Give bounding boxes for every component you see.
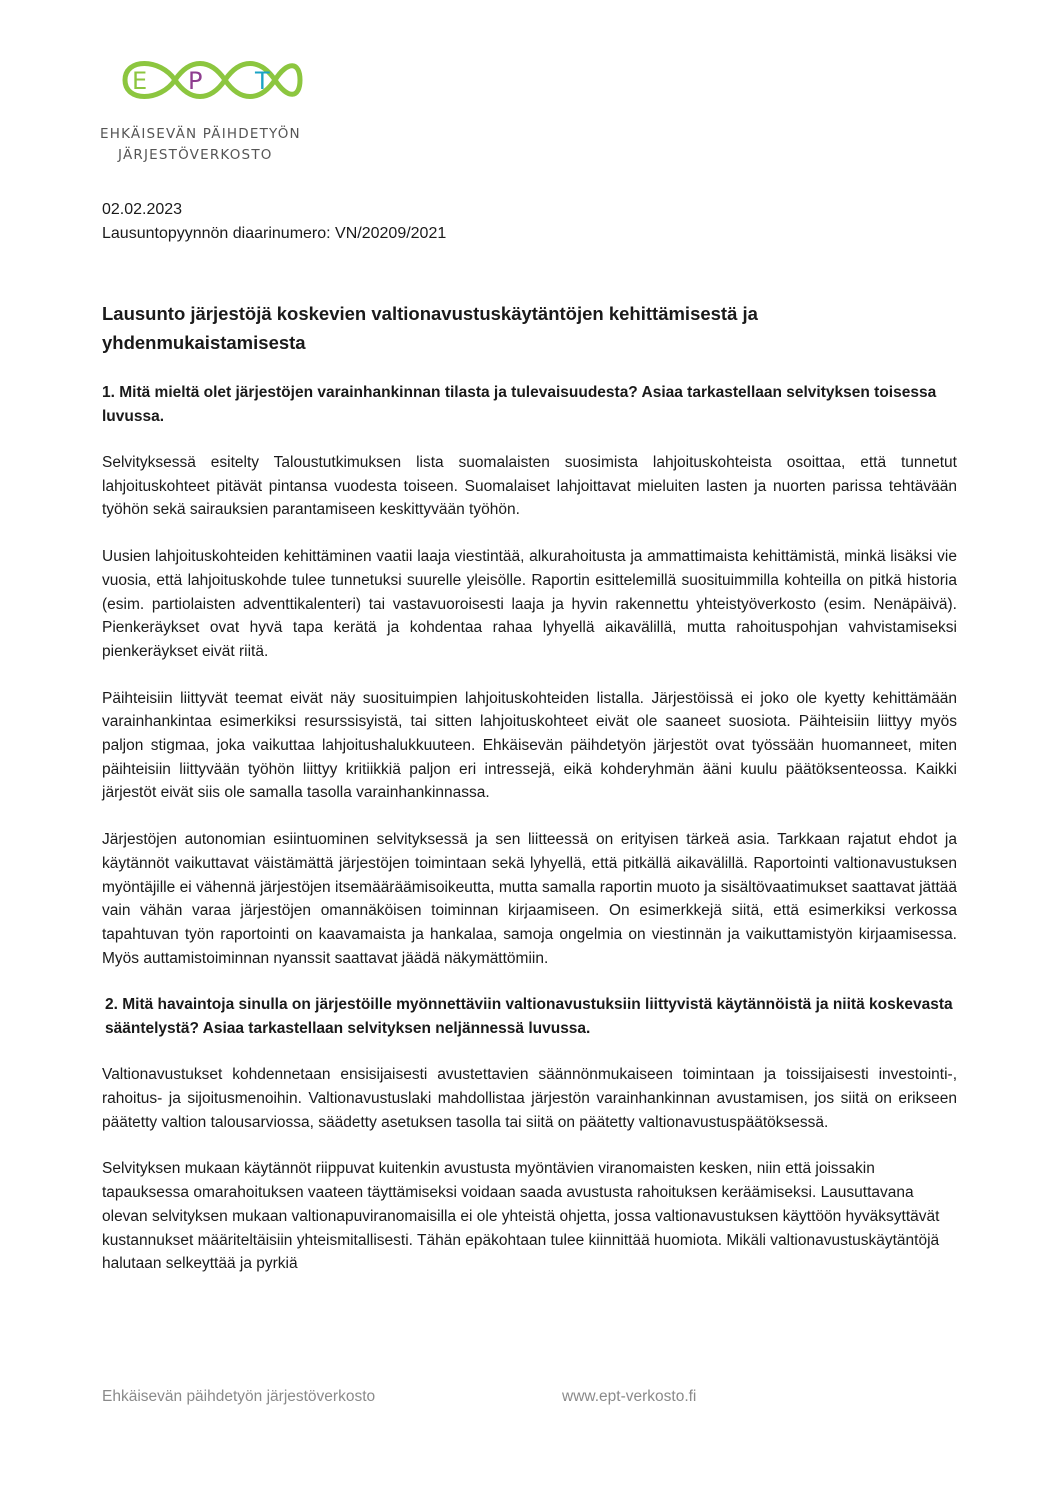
paragraph: Päihteisiin liittyvät teemat eivät näy suosituimpien lahjoituskohteiden listalla. Järjestöissä ei joko ole kyetty kehittämään varainhankintaa esimerkiksi resurssisyistä, tai sitten lahjoituskohteet eivät ole saaneet suosiota. Päihteisiin liittyy myös paljon stigmaa, joka vaikuttaa lahjoitushalukkuuteen. Ehkäisevän päihdetyön järjestöt ovat työssään huomanneet, miten päihteisiin liittyvään työhön liittyy kritiikkiä paljon eri intressejä, eikä kohderyhmän ääni kuulu päätöksenteossa. Kaikki järjestöt eivät siis ole samalla tasolla varainhankinnassa. [102,689,957,802]
question-1: 1. Mitä mieltä olet järjestöjen varainhankinnan tilasta ja tulevaisuudesta? Asiaa tarkastellaan selvityksen toisessa luvussa. [102,384,937,425]
document-body [102,198,957,1276]
paragraph: Uusien lahjoituskohteiden kehittäminen vaatii laaja viestintää, alkurahoitusta ja ammattimaista kehittämistä, minkä lisäksi vie vuosia, että lahjoituskohde tulee tunnetuksi suurelle yleisölle. Raportin esittelemillä suosituimmilla kohteilla on pitkä historia (esim. partiolaisten adventtikalenteri) tai vastavuoroisesti laaja ja hyvin rakennettu yhteistyöverkosto (esim. Nenäpäivä). Pienkeräykset ovat hyvä tapa kerätä ja kohdentaa rahaa lyhyellä aikavälillä, mutta rahoituspohjan vahvistamiseksi pienkeräykset eivät riitä. [102,548,957,660]
paragraph: Valtionavustukset kohdennetaan ensisijaisesti avustettavien säännönmukaiseen toimintaan ja toissijaisesti investointi-, rahoitus- ja sijoitusmenoihin. Valtionavustuslaki mahdollistaa järjestön varainhankinnan avustamisen, jos siitä on erikseen päätetty valtion talousarviossa, säädetty asetuksen tasolla tai siitä on päätetty valtionavustuspäätöksessä. [102,1066,957,1131]
document-title: Lausunto järjestöjä koskevien valtionavustuskäytäntöjen kehittämisestä ja yhdenmukaistamisesta [102,303,758,353]
logo-letter-p: P [188,67,203,95]
question-2: 2. Mitä havaintoja sinulla on järjestöille myönnettäviin valtionavustuksiin liittyvistä käytännöistä ja niitä koskevasta sääntelystä? Asiaa tarkastellaan selvityksen neljännessä luvussa. [105,996,953,1037]
section-2 [102,993,957,1276]
section-1 [102,381,957,970]
footer-url[interactable]: www.ept-verkosto.fi [562,1388,697,1405]
footer-org: Ehkäisevän päihdetyön järjestöverkosto [102,1388,376,1405]
logo-line-2: JÄRJESTÖVERKOSTO [118,147,273,163]
paragraph: Selvityksen mukaan käytännöt riippuvat kuitenkin avustusta myöntävien viranomaisten kesken, niin että joissakin tapauksessa omarahoituksen vaateen täyttämiseksi voidaan saada avustusta rahoituksen keräämiseksi. Lausuttavana olevan selvityksen mukaan valtionapuviranomaisilla ei ole yhteistä ohjetta, jossa valtionavustuksen käyttöön hyväksyttävät kustannukset määriteltäisiin yhteismitallisesti. Tähän epäkohtaan tulee kiinnittää huomiota. Mikäli valtionavustuskäytäntöjä halutaan selkeyttää ja pyrkiä [102,1160,940,1273]
logo-line-1: EHKÄISEVÄN PÄIHDETYÖN [100,126,301,142]
logo-letter-t: T [255,67,270,95]
paragraph: Järjestöjen autonomian esiintuominen selvityksessä ja sen liitteessä on erityisen tärkeä asia. Tarkkaan rajatut ehdot ja käytännöt vaikuttavat väistämättä järjestöjen toimintaan sekä lyhyellä, että pitkällä aikavälillä. Raportointi valtionavustuksen myöntäjille ei vähennä järjestöjen itsemääräämisoikeutta, mutta samalla raportin muoto ja sisältövaatimukset saattavat jättää vain vähän varaa järjestöjen omannäköisen toiminnan kirjaamiseen. On esimerkkejä siitä, että esimerkiksi verkossa tapahtuvan työn raportointi on kaavamaista ja hankalaa, samoja ongelmia on viestinnän ja vaikuttamistyön kirjaamisessa. Myös auttamistoiminnan nyanssit saattavat jäädä näkymättömiin. [102,831,957,967]
paragraph: Selvityksessä esitelty Taloustutkimuksen lista suomalaisten suosimista lahjoituskohteista osoittaa, että tunnetut lahjoituskohteet pitävät pintansa vuodesta toiseen. Suomalaiset lahjoittavat mieluiten lasten ja nuorten parissa tehtävään työhön sekä sairauksien parantamiseen keskittyvään työhön. [102,454,957,519]
diary-number: Lausuntopyynnön diaarinumero: VN/20209/2021 [102,225,447,242]
logo-letter-e: E [132,67,148,95]
ept-logo [100,50,310,163]
document-date: 02.02.2023 [102,201,183,218]
meta-block [102,198,957,246]
ept-logo-mark [100,50,310,112]
